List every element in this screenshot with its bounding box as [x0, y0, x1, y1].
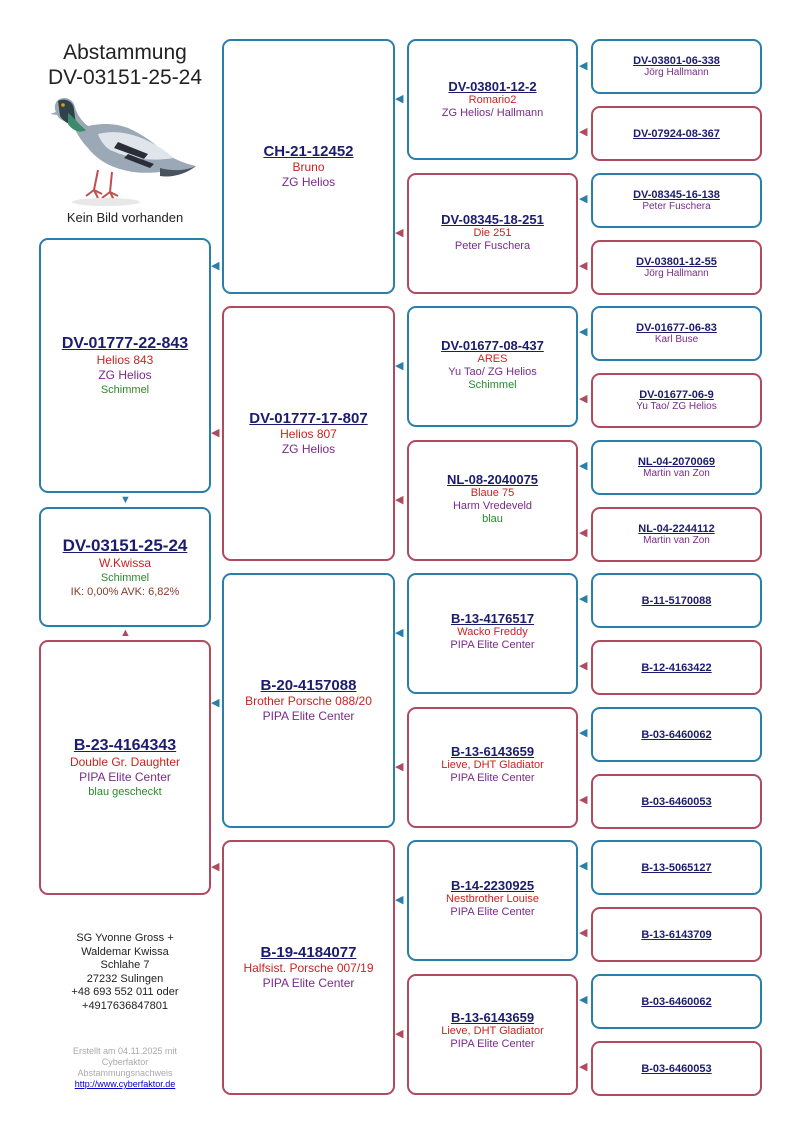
subject-ring-link[interactable]: DV-03151-25-24	[62, 535, 188, 555]
gen4-owner: Jörg Hallmann	[644, 267, 709, 279]
left-arrow-icon: ◀	[395, 93, 404, 105]
gen2-ring-link[interactable]: B-19-4184077	[260, 944, 357, 961]
gen4-owner: Yu Tao/ ZG Helios	[636, 400, 717, 412]
no-image-caption: Kein Bild vorhanden	[66, 210, 184, 225]
gen4-ring-link[interactable]: DV-07924-08-367	[633, 127, 720, 140]
gen3-color: blau	[482, 513, 503, 525]
gen4-card[interactable]	[591, 173, 762, 228]
address-line: 27232 Sulingen	[86, 972, 164, 985]
gen3-name: Blaue 75	[470, 487, 515, 499]
subject-name: W.Kwissa	[98, 555, 151, 570]
gen4-card[interactable]	[591, 774, 762, 829]
left-arrow-icon: ◀	[579, 660, 588, 672]
gen2-name: Helios 807	[280, 427, 337, 441]
mother-owner: PIPA Elite Center	[79, 769, 171, 784]
gen3-name: Die 251	[473, 227, 512, 239]
gen3-card[interactable]	[407, 840, 578, 961]
left-arrow-icon: ◀	[211, 861, 220, 873]
left-arrow-icon: ◀	[395, 1028, 404, 1040]
gen3-owner: Peter Fuschera	[454, 240, 531, 252]
mother-ring-link[interactable]: B-23-4164343	[73, 736, 177, 754]
title-ring-number: DV-03151-25-24	[47, 66, 203, 89]
gen3-ring-link[interactable]: B-14-2230925	[450, 878, 535, 893]
gen4-card[interactable]	[591, 907, 762, 962]
gen4-ring-link[interactable]: DV-03801-06-338	[633, 54, 720, 67]
breeder-address	[30, 932, 220, 1013]
pigeon-placeholder-icon	[50, 88, 198, 208]
gen3-name: ARES	[477, 353, 508, 365]
gen2-card[interactable]	[222, 306, 395, 561]
subject-inbreeding-stats: IK: 0,00% AVK: 6,82%	[70, 585, 180, 598]
gen3-owner: ZG Helios/ Hallmann	[441, 107, 544, 119]
gen4-ring-link[interactable]: B-13-5065127	[641, 861, 712, 874]
gen4-card[interactable]	[591, 840, 762, 895]
gen3-card[interactable]	[407, 39, 578, 160]
gen4-ring-link[interactable]: B-11-5170088	[641, 594, 712, 607]
gen3-name: Romario2	[468, 94, 517, 106]
gen3-card[interactable]	[407, 707, 578, 828]
gen2-name: Halfsist. Porsche 007/19	[243, 961, 374, 975]
gen4-card[interactable]	[591, 240, 762, 295]
address-line: +48 693 552 011 oder	[71, 986, 179, 998]
gen4-ring-link[interactable]: B-13-6143709	[641, 928, 712, 941]
gen3-ring-link[interactable]: DV-01677-08-437	[441, 338, 544, 353]
left-arrow-icon: ◀	[579, 126, 588, 138]
gen3-color: Schimmel	[468, 379, 517, 391]
footer-product-subline: Abstammungsnachweis	[77, 1068, 173, 1078]
address-line: Waldemar Kwissa	[81, 945, 169, 958]
down-arrow-icon: ▼	[120, 494, 131, 506]
father-name: Helios 843	[96, 352, 154, 367]
gen3-card[interactable]	[407, 440, 578, 561]
left-arrow-icon: ◀	[579, 260, 588, 272]
gen4-ring-link[interactable]: B-12-4163422	[641, 661, 712, 674]
left-arrow-icon: ◀	[211, 260, 220, 272]
left-arrow-icon: ◀	[579, 994, 588, 1006]
gen4-card[interactable]	[591, 373, 762, 428]
gen2-card[interactable]	[222, 840, 395, 1095]
gen4-card[interactable]	[591, 507, 762, 562]
gen4-ring-link[interactable]: NL-04-2070069	[637, 455, 716, 468]
left-arrow-icon: ◀	[579, 1061, 588, 1073]
gen3-owner: Harm Vredeveld	[452, 500, 533, 512]
left-arrow-icon: ◀	[579, 727, 588, 739]
gen2-ring-link[interactable]: CH-21-12452	[263, 143, 354, 160]
gen4-card[interactable]	[591, 39, 762, 94]
gen2-owner: ZG Helios	[281, 442, 336, 456]
father-color: Schimmel	[100, 383, 150, 396]
left-arrow-icon: ◀	[579, 460, 588, 472]
gen3-ring-link[interactable]: DV-03801-12-2	[448, 79, 537, 94]
gen4-ring-link[interactable]: DV-01677-06-9	[639, 388, 714, 401]
gen4-owner: Martin van Zon	[643, 467, 710, 479]
gen4-owner: Martin van Zon	[643, 534, 710, 546]
left-arrow-icon: ◀	[579, 860, 588, 872]
left-arrow-icon: ◀	[395, 360, 404, 372]
gen4-ring-link[interactable]: DV-01677-06-83	[636, 321, 717, 334]
gen4-card[interactable]	[591, 974, 762, 1029]
gen4-ring-link[interactable]: B-03-6460053	[641, 795, 712, 808]
gen3-owner: PIPA Elite Center	[450, 639, 535, 651]
left-arrow-icon: ◀	[579, 393, 588, 405]
gen3-name: Lieve, DHT Gladiator	[441, 1025, 544, 1037]
address-line: Schlahe 7	[100, 959, 150, 971]
footer-website-link[interactable]: http://www.cyberfaktor.de	[74, 1079, 176, 1089]
gen3-ring-link[interactable]: B-13-4176517	[450, 611, 535, 626]
footer-created-line: Erstellt am 04.11.2025 mit	[73, 1046, 177, 1056]
gen3-owner: Yu Tao/ ZG Helios	[448, 366, 537, 378]
gen3-owner: PIPA Elite Center	[450, 906, 535, 918]
mother-card[interactable]	[39, 640, 211, 895]
gen4-card[interactable]	[591, 106, 762, 161]
gen3-name: Lieve, DHT Gladiator	[441, 759, 544, 771]
left-arrow-icon: ◀	[395, 494, 404, 506]
left-arrow-icon: ◀	[395, 761, 404, 773]
up-arrow-icon: ▲	[120, 627, 131, 639]
mother-name: Double Gr. Daughter	[69, 754, 181, 769]
left-arrow-icon: ◀	[211, 427, 220, 439]
left-arrow-icon: ◀	[579, 593, 588, 605]
gen4-ring-link[interactable]: B-03-6460062	[641, 995, 712, 1008]
footer-product-line: Cyberfaktor	[101, 1057, 149, 1067]
gen3-ring-link[interactable]: B-13-6143659	[450, 1010, 535, 1025]
gen4-ring-link[interactable]: B-03-6460053	[641, 1062, 712, 1075]
gen3-ring-link[interactable]: NL-08-2040075	[446, 472, 539, 487]
gen4-card[interactable]	[591, 1041, 762, 1096]
gen4-card[interactable]	[591, 440, 762, 495]
gen3-ring-link[interactable]: DV-08345-18-251	[441, 212, 544, 227]
gen4-card[interactable]	[591, 707, 762, 762]
generator-footer	[30, 1046, 220, 1090]
father-ring-link[interactable]: DV-01777-22-843	[61, 334, 189, 352]
father-owner: ZG Helios	[98, 367, 152, 382]
address-line: SG Yvonne Gross +	[76, 932, 174, 944]
gen4-owner: Jörg Hallmann	[644, 66, 709, 78]
left-arrow-icon: ◀	[395, 627, 404, 639]
left-arrow-icon: ◀	[579, 527, 588, 539]
gen2-name: Bruno	[292, 160, 325, 174]
title-heading: Abstammung	[63, 41, 187, 64]
gen3-card[interactable]	[407, 974, 578, 1095]
gen4-ring-link[interactable]: DV-03801-12-55	[636, 255, 717, 268]
gen3-owner: PIPA Elite Center	[450, 1038, 535, 1050]
mother-color: blau gescheckt	[88, 785, 162, 798]
gen4-ring-link[interactable]: DV-08345-16-138	[633, 188, 720, 201]
left-arrow-icon: ◀	[211, 697, 220, 709]
gen4-ring-link[interactable]: B-03-6460062	[641, 728, 712, 741]
gen2-owner: ZG Helios	[281, 175, 336, 189]
subject-card[interactable]	[39, 507, 211, 627]
gen2-ring-link[interactable]: DV-01777-17-807	[249, 410, 368, 427]
father-card[interactable]	[39, 238, 211, 493]
gen4-card[interactable]	[591, 573, 762, 628]
gen3-card[interactable]	[407, 173, 578, 294]
left-arrow-icon: ◀	[579, 794, 588, 806]
gen3-ring-link[interactable]: B-13-6143659	[450, 744, 535, 759]
gen2-card[interactable]	[222, 39, 395, 294]
gen3-name: Wacko Freddy	[457, 626, 528, 638]
address-line: +4917636847801	[82, 999, 168, 1012]
gen2-card[interactable]	[222, 573, 395, 828]
left-arrow-icon: ◀	[395, 894, 404, 906]
gen4-owner: Karl Buse	[654, 333, 699, 345]
gen2-ring-link[interactable]: B-20-4157088	[260, 677, 357, 694]
gen2-name: Brother Porsche 088/20	[245, 694, 372, 708]
left-arrow-icon: ◀	[395, 227, 404, 239]
left-arrow-icon: ◀	[579, 193, 588, 205]
gen4-card[interactable]	[591, 640, 762, 695]
gen3-card[interactable]	[407, 306, 578, 427]
left-arrow-icon: ◀	[579, 326, 588, 338]
gen4-owner: Peter Fuschera	[642, 200, 711, 212]
left-arrow-icon: ◀	[579, 60, 588, 72]
pedigree-title	[30, 40, 220, 90]
gen3-name: Nestbrother Louise	[446, 893, 539, 905]
left-arrow-icon: ◀	[579, 927, 588, 939]
gen4-ring-link[interactable]: NL-04-2244112	[638, 522, 715, 535]
subject-color: Schimmel	[100, 571, 150, 584]
gen4-card[interactable]	[591, 306, 762, 361]
gen3-owner: PIPA Elite Center	[450, 772, 535, 784]
gen3-card[interactable]	[407, 573, 578, 694]
gen2-owner: PIPA Elite Center	[262, 976, 355, 990]
gen2-owner: PIPA Elite Center	[262, 709, 355, 723]
